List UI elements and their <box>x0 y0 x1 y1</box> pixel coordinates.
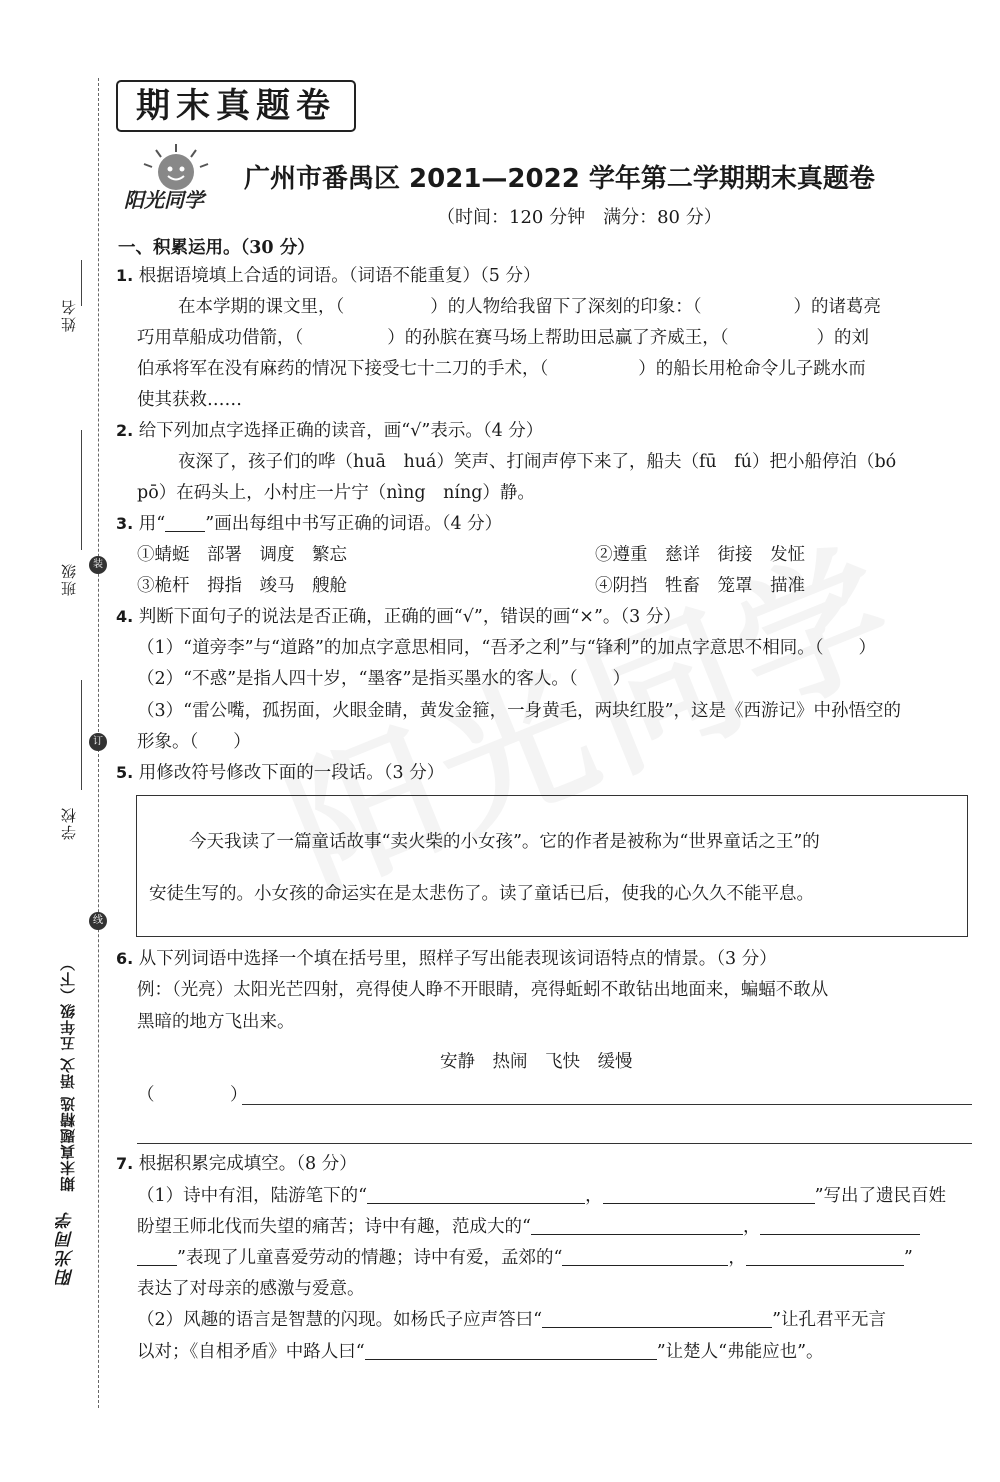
q7-blank-4[interactable] <box>760 1216 920 1235</box>
q4-statement-3b: 形象。（ ） <box>137 732 251 752</box>
q5-passage-box <box>136 795 968 937</box>
q6-answer-line-1[interactable] <box>242 1104 972 1105</box>
q3-row-1b: ②遵重 慈详 街接 发怔 <box>595 545 805 565</box>
q7-blank-3[interactable] <box>531 1216 743 1235</box>
q7-blank-7[interactable] <box>542 1309 772 1328</box>
q6-word-options: 安静 热闹 飞快 缓慢 <box>440 1052 633 1072</box>
q1-line-3: 伯承将军在没有麻药的情况下接受七十二刀的手术，（ ）的船长用枪命令儿子跳水而 <box>137 359 866 379</box>
q6-bracket-right: ） <box>230 1085 248 1105</box>
q4-title: 4. 判断下面句子的说法是否正确，正确的画“√”，错误的画“×”。（3 分） <box>116 607 681 627</box>
bind-circle-3: 线 <box>89 912 107 930</box>
school-label: 学校 <box>60 806 78 840</box>
exam-badge: 期末真题卷 <box>116 80 356 132</box>
class-write-line <box>81 430 82 550</box>
q3-row-2b: ④阴挡 牲畜 笼罩 描准 <box>595 576 805 596</box>
name-label: 姓名 <box>60 298 78 332</box>
q4-statement-3a: （3）“雷公嘴，孤拐面，火眼金睛，黄发金箍，一身黄毛，两块红股”，这是《西游记》中孙悟空的 <box>137 701 902 721</box>
q7-blank-5[interactable] <box>562 1247 728 1266</box>
q1-line-1: 在本学期的课文里，（ ）的人物给我留下了深刻的印象：（ ）的诸葛亮 <box>178 297 881 317</box>
q1-line-4: 使其获救…… <box>137 390 242 410</box>
q7-line-5: （2）风趣的语言是智慧的闪现。如杨氏子应声答曰“ ”让孔君平无言 <box>137 1310 887 1330</box>
q6-title: 6. 从下列词语中选择一个填在括号里，照样子写出能表现该词语特点的情景。（3 分） <box>116 949 777 969</box>
q6-example-2: 黑暗的地方飞出来。 <box>137 1012 295 1032</box>
q6-example-1: 例：（光亮）太阳光芒四射，亮得使人睁不开眼睛，亮得蚯蚓不敢钻出地面来，蝙蝠不敢从 <box>137 980 829 1000</box>
q2-title: 2. 给下列加点字选择正确的读音，画“√”表示。（4 分） <box>116 421 544 441</box>
q6-answer-line-2[interactable] <box>137 1143 972 1144</box>
brand-vertical: 阳光同学 <box>57 1210 77 1286</box>
q7-line-2: 盼望王师北伐而失望的痛苦；诗中有趣，范成大的“ ， <box>137 1216 920 1238</box>
q7-line-3: ”表现了儿童喜爱劳动的情趣；诗中有爱，孟郊的“ ， ” <box>137 1247 913 1269</box>
q3-row-1a: ①蜻蜓 部署 调度 繁忘 <box>137 545 347 565</box>
q7-line-6: 以对；《自相矛盾》中路人曰“ ”让楚人“弗能应也”。 <box>137 1342 824 1362</box>
q7-blank-2[interactable] <box>603 1185 815 1204</box>
name-write-line <box>81 260 82 306</box>
logo-text: 阳光同学 <box>124 188 204 212</box>
q1-title: 1. 根据语境填上合适的词语。（词语不能重复）（5 分） <box>116 266 541 286</box>
page-title: 广州市番禺区 2021—2022 学年第二学期期末真题卷 <box>244 164 875 194</box>
logo <box>116 140 236 212</box>
q5-passage-line-2: 安徒生写的。小女孩的命运实在是太悲伤了。读了童话已后，使我的心久久不能平息。 <box>149 884 814 904</box>
q7-blank-6[interactable] <box>746 1247 904 1266</box>
bind-circle-1: 装 <box>89 556 107 574</box>
q7-blank-4b[interactable] <box>137 1247 177 1266</box>
q1-line-2: 巧用草船成功借箭，（ ）的孙膑在赛马场上帮助田忌赢了齐威王，（ ）的刘 <box>137 328 869 348</box>
school-write-line <box>81 680 82 790</box>
q6-bracket-left: （ <box>137 1085 155 1105</box>
q3-row-2a: ③桅杆 拇指 竣马 艘舱 <box>137 576 347 596</box>
q7-title: 7. 根据积累完成填空。（8 分） <box>116 1154 357 1174</box>
q5-passage-line-1: 今天我读了一篇童话故事“卖火柴的小女孩”。它的作者是被称为“世界童话之王”的 <box>189 832 820 852</box>
q7-line-1: （1）诗中有泪，陆游笔下的“ ， ”写出了遗民百姓 <box>137 1186 947 1206</box>
q3-title: 3. 用“ ”画出每组中书写正确的词语。（4 分） <box>116 514 503 534</box>
q2-line-2: pō）在码头上，小村庄一片宁（nìng níng）静。 <box>137 483 535 503</box>
q2-line-1: 夜深了，孩子们的哗（huā huá）笑声、打闹声停下来了，船夫（fū fú）把小船停泊（bó <box>178 452 897 472</box>
class-label: 班级 <box>60 562 78 596</box>
q7-blank-1[interactable] <box>367 1185 585 1204</box>
book-title: 期末真题精选 语文 五年级（下） <box>59 955 77 1192</box>
q4-statement-2: （2）“不惑”是指人四十岁，“墨客”是指买墨水的客人。（ ） <box>137 669 631 689</box>
bind-circle-2: 订 <box>89 733 107 751</box>
q7-blank-8[interactable] <box>365 1341 657 1360</box>
section-heading: 一、积累运用。（30 分） <box>118 238 315 258</box>
q5-title: 5. 用修改符号修改下面的一段话。（3 分） <box>116 763 445 783</box>
exam-info: （时间：120 分钟 满分：80 分） <box>437 207 722 228</box>
q7-line-4: 表达了对母亲的感激与爱意。 <box>137 1279 365 1299</box>
q4-statement-1: （1）“道旁李”与“道路”的加点字意思相同，“吾矛之利”与“锋利”的加点字意思不相同。（ ） <box>137 638 876 658</box>
